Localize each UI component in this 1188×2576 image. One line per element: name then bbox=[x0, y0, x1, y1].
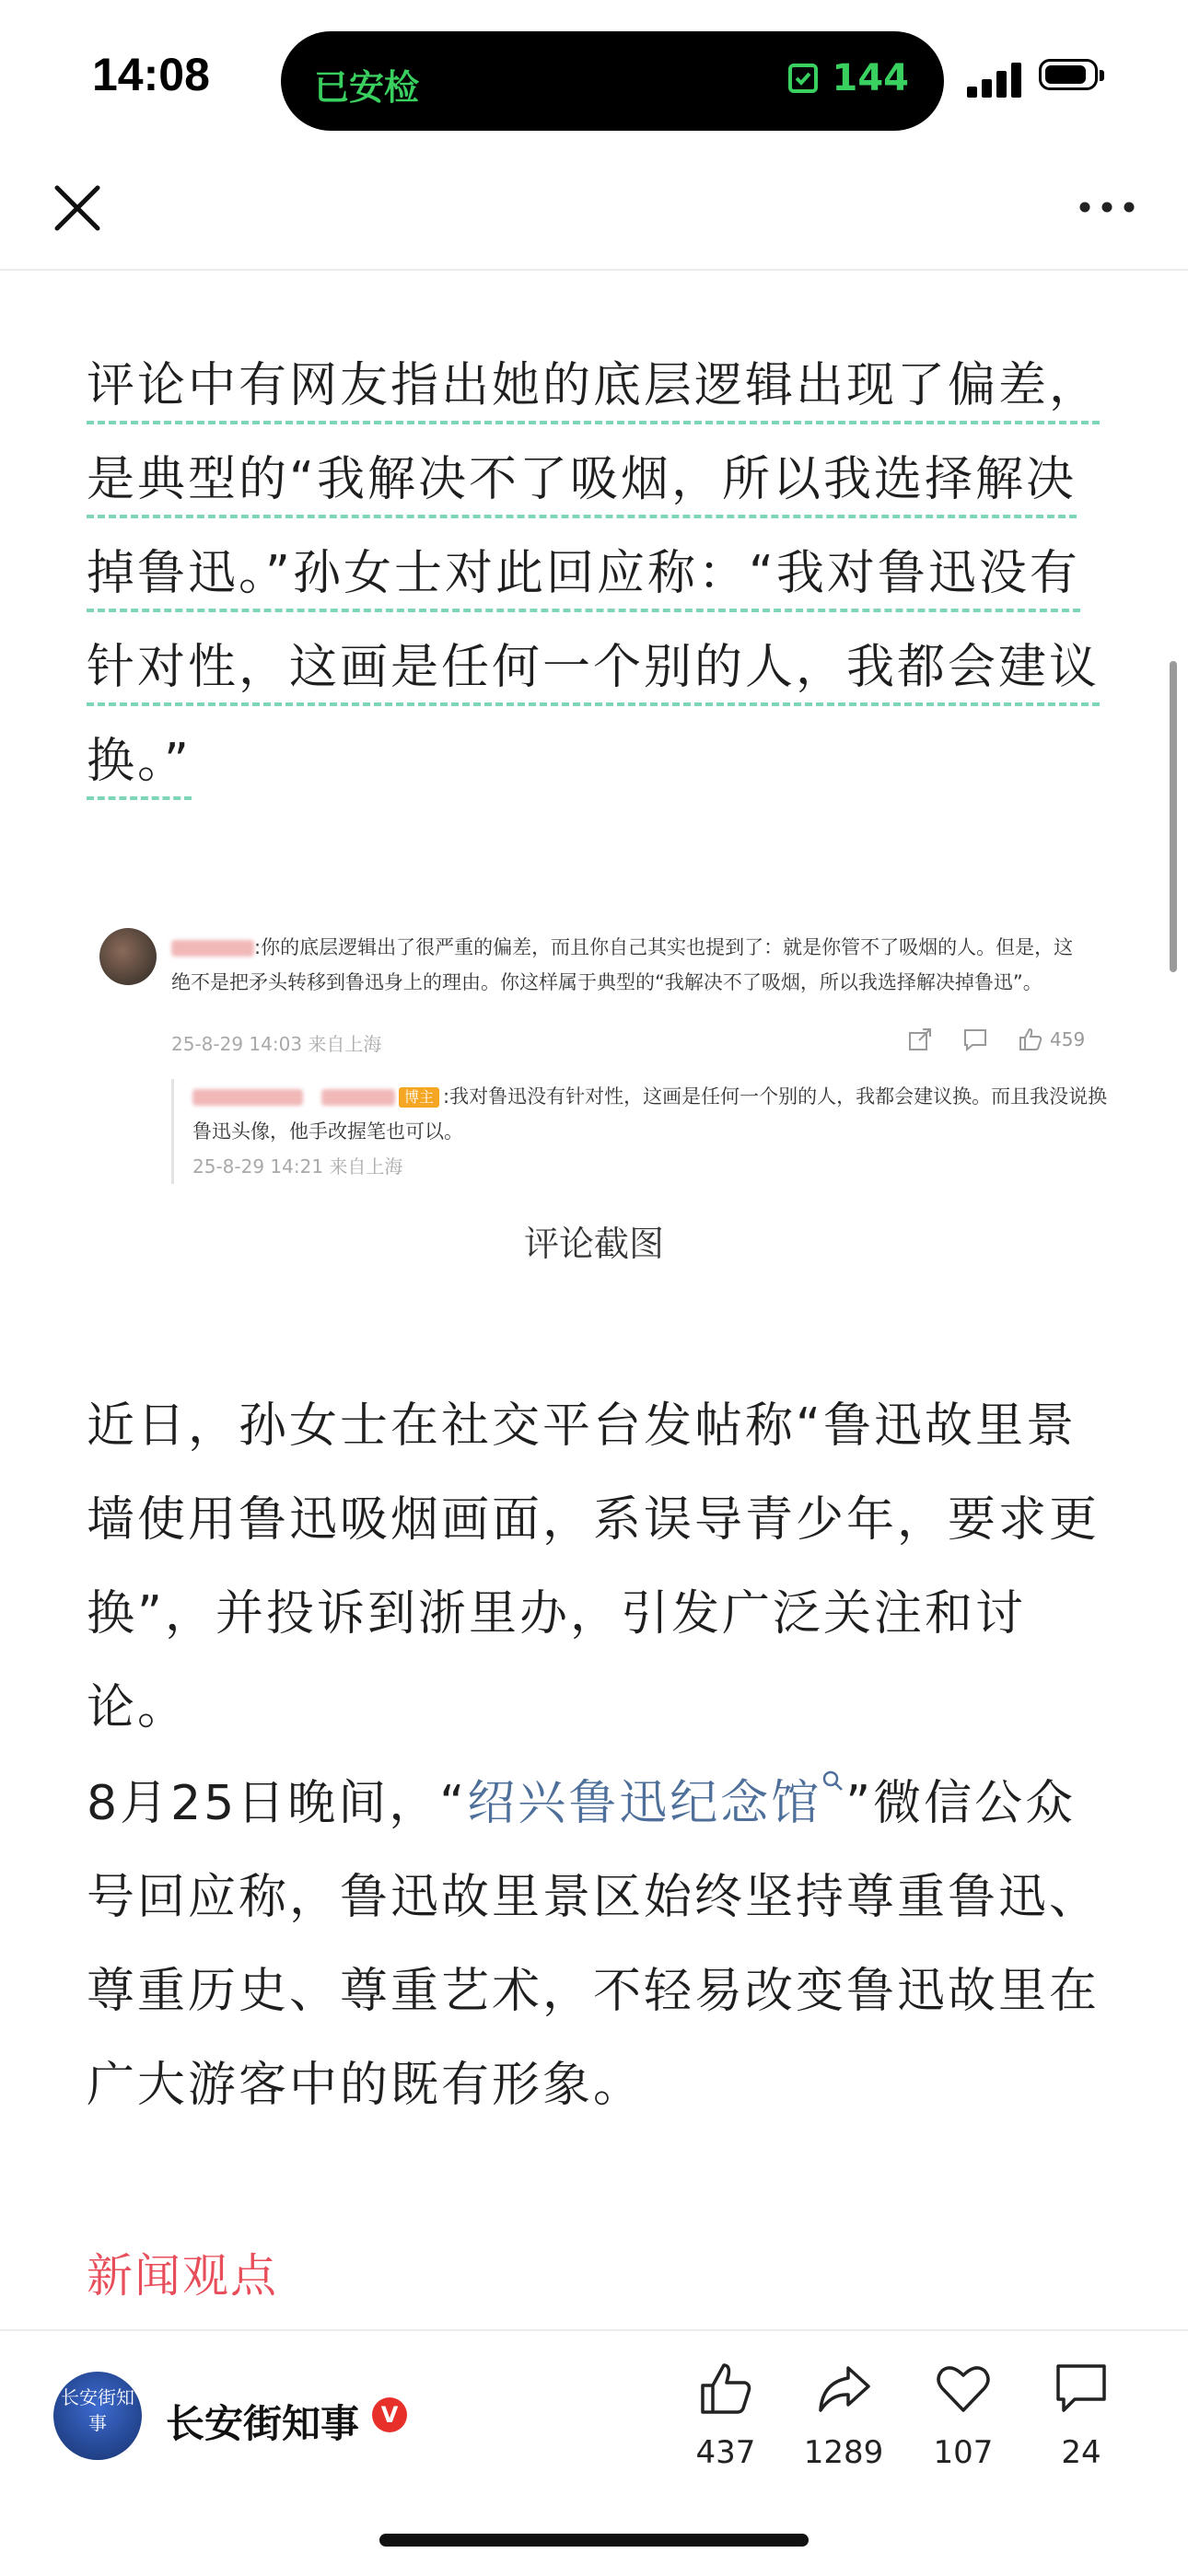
nav-divider bbox=[0, 269, 1188, 271]
shield-check-icon bbox=[785, 60, 821, 97]
thumbs-up-icon bbox=[1019, 1027, 1042, 1051]
museum-link[interactable] bbox=[467, 1776, 845, 1831]
article-paragraph-2: 近日，孙女士在社交平台发帖称“鲁迅故里景墙使用鲁迅吸烟画面，系误导青少年，要求更换”，并投诉到浙里办，引发广泛关注和讨论。 bbox=[87, 1398, 1101, 1735]
paragraph-3-intro: 8月25日晚间，“ bbox=[87, 1776, 468, 1831]
scrollbar[interactable] bbox=[1170, 661, 1177, 972]
author-name[interactable]: 长安街知事 bbox=[166, 2401, 360, 2446]
island-counter bbox=[785, 57, 910, 99]
article-paragraph-1 bbox=[87, 339, 1100, 808]
commenter-avatar bbox=[99, 928, 157, 985]
share-count: 1289 bbox=[803, 2434, 884, 2471]
favorite-count: 107 bbox=[933, 2434, 994, 2471]
comment-body: :你的底层逻辑出了很严重的偏差，而且你自己其实也提到了：就是你管不了吸烟的人。但是，这绝不是把矛头转移到鲁迅身上的理由。你这样属于典型的“我解决不了吸烟，所以我选择解决掉鲁迅”。 bbox=[171, 936, 1074, 993]
verified-badge-icon: V bbox=[372, 2397, 407, 2432]
comment-text bbox=[171, 930, 1092, 1000]
reply-meta: 25-8-29 14:21 来自上海 bbox=[192, 1155, 403, 1178]
author-badge: 博主 bbox=[399, 1087, 439, 1108]
search-icon[interactable] bbox=[821, 1770, 845, 1793]
like-button[interactable] bbox=[670, 2361, 781, 2471]
comment-button[interactable] bbox=[1026, 2361, 1136, 2471]
comment-meta: 25-8-29 14:03 来自上海 bbox=[171, 1033, 382, 1055]
battery-icon bbox=[1039, 59, 1098, 90]
comment-icon bbox=[963, 1027, 987, 1051]
status-time: 14:08 bbox=[92, 49, 210, 100]
blurred-username bbox=[171, 940, 254, 957]
reply-body: :我对鲁迅没有针对性，这画是任何一个别的人，我都会建议换。而且我没说换鲁迅头像，他手改握笔也可以。 bbox=[192, 1085, 1108, 1143]
comment-bubble-icon bbox=[1053, 2361, 1110, 2418]
section-heading: 新闻观点 bbox=[87, 2249, 278, 2303]
comment-actions bbox=[908, 1027, 1085, 1051]
like-count: 437 bbox=[695, 2434, 756, 2471]
comment-count: 24 bbox=[1061, 2434, 1101, 2471]
dynamic-island bbox=[281, 31, 944, 131]
close-icon[interactable] bbox=[52, 182, 103, 234]
home-indicator[interactable] bbox=[379, 2534, 809, 2547]
heart-icon bbox=[935, 2361, 992, 2418]
author-avatar-text: 长安街知事 bbox=[61, 2386, 134, 2434]
author-avatar[interactable] bbox=[53, 2372, 142, 2460]
blurred-username bbox=[321, 1089, 395, 1106]
share-button[interactable] bbox=[788, 2361, 899, 2471]
more-icon[interactable] bbox=[1077, 193, 1136, 221]
security-check-label: 已安检 bbox=[314, 67, 420, 108]
share-icon bbox=[908, 1027, 932, 1051]
island-counter-value: 144 bbox=[832, 57, 909, 99]
comment-like-count: 459 bbox=[1050, 1028, 1086, 1050]
museum-link-text[interactable]: 绍兴鲁迅纪念馆 bbox=[467, 1776, 822, 1831]
blurred-username bbox=[192, 1089, 303, 1106]
share-arrow-icon bbox=[815, 2361, 872, 2418]
signal-icon bbox=[967, 61, 1024, 98]
highlighted-text[interactable]: 评论中有网友指出她的底层逻辑出现了偏差，是典型的“我解决不了吸烟，所以我选择解决掉鲁迅。”孙女士对此回应称：“我对鲁迅没有针对性，这画是任何一个别的人，我都会建议换。” bbox=[87, 358, 1100, 800]
image-caption: 评论截图 bbox=[523, 1224, 664, 1264]
favorite-button[interactable] bbox=[908, 2361, 1019, 2471]
author-reply bbox=[171, 1079, 1113, 1184]
article-paragraph-3 bbox=[87, 1757, 1100, 2132]
paragraph-3-body: ”微信公众号回应称，鲁迅故里景区始终坚持尊重鲁迅、尊重历史、尊重艺术，不轻易改变鲁迅故里在广大游客中的既有形象。 bbox=[87, 1776, 1101, 2113]
comment-screenshot bbox=[99, 921, 1108, 1197]
thumbs-up-icon bbox=[697, 2361, 754, 2418]
